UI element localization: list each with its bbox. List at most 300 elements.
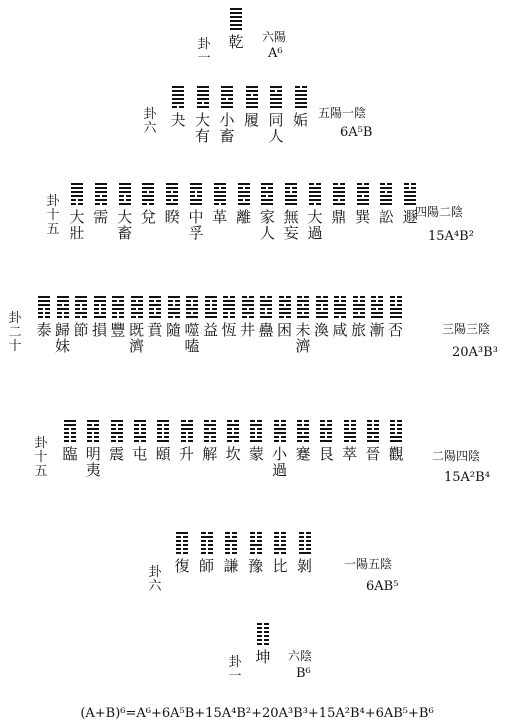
yin-line — [299, 540, 311, 542]
yin-line — [131, 300, 143, 302]
yin-line — [270, 90, 282, 92]
yang-line — [71, 183, 83, 185]
term-formula: 6A⁵B — [340, 125, 373, 140]
hexagram-name-char: 益 — [202, 321, 218, 339]
hexagram-name — [236, 209, 252, 225]
yin-line — [257, 631, 269, 633]
yin-line — [75, 304, 87, 306]
count-char: 十 — [46, 208, 60, 223]
hexagram-name-char: 訟 — [378, 208, 394, 226]
hexagram-name — [170, 112, 186, 128]
hexagram-icon — [390, 420, 402, 444]
yin-line — [201, 548, 213, 550]
yang-line — [166, 203, 178, 205]
yang-line — [186, 308, 198, 310]
hexagram-name-char: 濟 — [295, 337, 311, 355]
yang-line — [71, 191, 83, 193]
yin-line — [87, 440, 99, 442]
hexagram-icon — [380, 183, 392, 207]
hexagram-name — [147, 322, 163, 338]
hexagram-icon — [168, 296, 180, 320]
hexagram-name — [283, 209, 299, 241]
yang-line — [190, 187, 202, 189]
yang-line — [95, 191, 107, 193]
hexagram-icon — [320, 420, 332, 444]
yin-line — [390, 428, 402, 430]
yin-line — [181, 440, 193, 442]
count-char: 一 — [228, 669, 242, 684]
yin-line — [404, 187, 416, 189]
yin-line — [225, 532, 237, 534]
hexagram-name-char: 兌 — [140, 208, 156, 226]
yang-line — [285, 199, 297, 201]
yin-line — [238, 199, 250, 201]
yang-line — [223, 300, 235, 302]
yin-line — [279, 316, 291, 318]
hexagram-name-char: 孚 — [188, 224, 204, 242]
yin-line — [353, 296, 365, 298]
hexagram-icon — [371, 296, 383, 320]
hexagram-icon — [131, 296, 143, 320]
hexagram-name — [69, 209, 85, 241]
yang-line — [297, 316, 309, 318]
hexagram-icon — [214, 183, 226, 207]
yang-line — [142, 199, 154, 201]
yang-line — [380, 187, 392, 189]
hexagram-name — [129, 322, 145, 354]
yin-line — [274, 540, 286, 542]
yang-line — [190, 183, 202, 185]
hexagram-name — [174, 558, 190, 574]
yin-line — [168, 300, 180, 302]
hexagram-icon — [71, 183, 83, 207]
yang-line — [390, 440, 402, 442]
yin-line — [131, 308, 143, 310]
yin-line — [201, 540, 213, 542]
hexagram-name — [277, 322, 293, 338]
yang-line — [279, 308, 291, 310]
yang-line — [353, 316, 365, 318]
yang-line — [149, 296, 161, 298]
yang-line — [221, 86, 233, 88]
yin-line — [225, 544, 237, 546]
yang-line — [111, 432, 123, 434]
yang-line — [274, 428, 286, 430]
hexagram-name-char: 家 — [259, 208, 275, 226]
yang-line — [176, 532, 188, 534]
yin-line — [353, 312, 365, 314]
yang-line — [309, 195, 321, 197]
hexagram-name-char: 旅 — [350, 321, 366, 339]
yang-line — [274, 548, 286, 550]
yang-line — [371, 312, 383, 314]
yang-line — [333, 191, 345, 193]
hexagram-name — [355, 209, 371, 225]
hexagram-icon — [404, 183, 416, 207]
hexagram-icon — [223, 296, 235, 320]
yang-line — [168, 308, 180, 310]
yin-line — [285, 187, 297, 189]
yin-line — [204, 420, 216, 422]
yin-line — [380, 191, 392, 193]
hexagram-icon — [225, 532, 237, 556]
hexagram-icon — [149, 296, 161, 320]
hexagram-name — [164, 209, 180, 225]
yin-line — [225, 536, 237, 538]
hexagram-name — [272, 558, 288, 574]
yin-line — [250, 552, 262, 554]
hexagram-name-char: 需 — [93, 208, 109, 226]
yin-line — [297, 432, 309, 434]
hexagram-name-char: 革 — [212, 208, 228, 226]
hexagram-name-char: 過 — [272, 461, 288, 479]
hexagram-name-char: 蒙 — [248, 445, 264, 463]
hexagram-name-char: 晉 — [365, 445, 381, 463]
yin-line — [57, 312, 69, 314]
yin-line — [134, 428, 146, 430]
yang-line — [221, 106, 233, 108]
hexagram-icon — [250, 420, 262, 444]
yang-line — [260, 316, 272, 318]
yin-line — [75, 316, 87, 318]
yin-line — [334, 296, 346, 298]
yang-line — [380, 203, 392, 205]
yin-line — [87, 432, 99, 434]
hexagram-name-char: 隨 — [165, 321, 181, 339]
hexagram-name — [203, 322, 219, 338]
count-char: 卦 — [228, 655, 242, 670]
yang-line — [261, 183, 273, 185]
yin-line — [297, 312, 309, 314]
yang-line — [95, 187, 107, 189]
hexagram-name — [332, 322, 348, 338]
hexagram-name-char: 比 — [272, 557, 288, 575]
yin-line — [274, 536, 286, 538]
yang-line — [334, 308, 346, 310]
yin-line — [257, 639, 269, 641]
hexagram-name-char: 睽 — [164, 208, 180, 226]
yang-line — [38, 300, 50, 302]
yin-line — [320, 432, 332, 434]
hexagram-name-char: 剝 — [296, 557, 312, 575]
hexagram-name — [85, 446, 101, 478]
yin-line — [227, 428, 239, 430]
yang-line — [261, 203, 273, 205]
hexagram-name-char: 畜 — [117, 224, 133, 242]
yang-line — [333, 203, 345, 205]
hexagram-icon — [166, 183, 178, 207]
yang-line — [168, 312, 180, 314]
yang-line — [94, 316, 106, 318]
yin-line — [225, 548, 237, 550]
yin-line — [344, 420, 356, 422]
yang-line — [270, 98, 282, 100]
hexagram-icon — [227, 420, 239, 444]
hexagram-name — [293, 112, 309, 128]
yang-line — [181, 428, 193, 430]
yin-line — [274, 544, 286, 546]
yang-line — [172, 102, 184, 104]
yin-line — [274, 420, 286, 422]
yin-line — [390, 300, 402, 302]
hexagram-icon — [270, 86, 282, 110]
hexagram-icon — [309, 183, 321, 207]
yang-line — [390, 316, 402, 318]
hexagram-name — [268, 112, 284, 144]
count-char: 一 — [197, 51, 211, 66]
yang-line — [205, 312, 217, 314]
hexagram-name-char: 離 — [236, 208, 252, 226]
hexagram-name — [132, 446, 148, 462]
yin-line — [250, 436, 262, 438]
hexagram-name — [188, 209, 204, 241]
hexagram-icon — [38, 296, 50, 320]
yin-line — [131, 316, 143, 318]
yang-line — [64, 420, 76, 422]
yang-line — [119, 191, 131, 193]
yin-line — [157, 424, 169, 426]
yang-line — [227, 436, 239, 438]
yin-line — [134, 432, 146, 434]
count-char: 五 — [34, 464, 48, 479]
yang-line — [57, 308, 69, 310]
yang-line — [285, 195, 297, 197]
yang-line — [285, 203, 297, 205]
yin-line — [186, 304, 198, 306]
yang-line — [261, 191, 273, 193]
yin-line — [260, 312, 272, 314]
yin-line — [186, 312, 198, 314]
yin-line — [204, 436, 216, 438]
hexagram-icon — [299, 532, 311, 556]
yin-line — [142, 203, 154, 205]
yin-line — [309, 203, 321, 205]
yin-line — [279, 296, 291, 298]
yang-line — [367, 440, 379, 442]
yin-line — [157, 428, 169, 430]
yang-line — [309, 199, 321, 201]
yin-line — [227, 432, 239, 434]
yang-line — [131, 296, 143, 298]
yang-line — [371, 304, 383, 306]
yang-line — [295, 98, 307, 100]
hexagram-icon — [190, 183, 202, 207]
hexagram-name-char: 頤 — [155, 445, 171, 463]
yang-line — [197, 98, 209, 100]
yang-line — [334, 304, 346, 306]
yin-line — [257, 627, 269, 629]
yin-line — [333, 183, 345, 185]
yin-line — [250, 540, 262, 542]
yang-line — [260, 300, 272, 302]
yin-line — [190, 195, 202, 197]
yang-line — [238, 191, 250, 193]
yin-line — [367, 420, 379, 422]
hexagram-icon — [95, 183, 107, 207]
yin-line — [309, 183, 321, 185]
hexagram-icon — [260, 296, 272, 320]
yang-line — [166, 195, 178, 197]
count-char: 卦 — [148, 565, 162, 580]
hexagram-icon — [157, 420, 169, 444]
yin-line — [250, 532, 262, 534]
yang-line — [309, 191, 321, 193]
hexagram-icon — [285, 183, 297, 207]
yang-line — [295, 106, 307, 108]
yang-line — [320, 440, 332, 442]
yin-line — [149, 312, 161, 314]
count-char: 卦 — [34, 436, 48, 451]
yang-line — [181, 424, 193, 426]
yang-line — [246, 90, 258, 92]
hexagram-name — [109, 446, 125, 462]
yin-line — [111, 440, 123, 442]
yang-line — [390, 436, 402, 438]
hexagram-name-char: 坎 — [225, 445, 241, 463]
yang-line — [380, 199, 392, 201]
yin-line — [320, 420, 332, 422]
hexagram-name-char: 坤 — [255, 648, 271, 666]
hexagram-name — [36, 322, 52, 338]
yang-line — [186, 316, 198, 318]
yin-line — [214, 203, 226, 205]
yin-line — [367, 436, 379, 438]
yang-line — [260, 304, 272, 306]
hexagram-icon — [334, 296, 346, 320]
yin-line — [334, 316, 346, 318]
yin-line — [149, 300, 161, 302]
hexagram-name-char: 損 — [91, 321, 107, 339]
yang-line — [404, 195, 416, 197]
yang-line — [344, 436, 356, 438]
yang-line — [57, 296, 69, 298]
yin-line — [205, 300, 217, 302]
hexagram-icon — [87, 420, 99, 444]
yang-line — [223, 304, 235, 306]
hexagram-name-char: 壯 — [69, 224, 85, 242]
hexagram-icon — [333, 183, 345, 207]
hexagram-icon — [112, 296, 124, 320]
hexagram-name-char: 泰 — [36, 321, 52, 339]
yin-line — [172, 106, 184, 108]
yang-line — [190, 199, 202, 201]
yang-line — [371, 316, 383, 318]
hexagram-name — [195, 112, 211, 144]
yin-line — [353, 300, 365, 302]
hexagram-icon — [176, 532, 188, 556]
yang-line — [270, 106, 282, 108]
yang-line — [172, 86, 184, 88]
yin-line — [204, 440, 216, 442]
hexagram-name — [258, 322, 274, 338]
yang-line — [112, 308, 124, 310]
yang-line — [149, 304, 161, 306]
hexagram-name — [62, 446, 78, 462]
yin-line — [149, 308, 161, 310]
hexagram-name-char: 咸 — [332, 321, 348, 339]
hexagram-name — [388, 446, 404, 462]
yin-line — [390, 424, 402, 426]
hexagram-name-char: 畜 — [219, 127, 235, 145]
hexagram-icon — [261, 183, 273, 207]
count-char: 卦 — [197, 37, 211, 52]
yang-line — [357, 199, 369, 201]
yang-line — [316, 300, 328, 302]
yin-line — [274, 436, 286, 438]
yin-line — [87, 436, 99, 438]
yin-line — [334, 300, 346, 302]
hexagram-name-char: 小 — [219, 111, 235, 129]
hexagram-name — [259, 209, 275, 241]
hexagram-icon — [353, 296, 365, 320]
yang-line — [95, 183, 107, 185]
yin-line — [390, 432, 402, 434]
yin-yang-label: 四陽二陰 — [415, 205, 464, 219]
yin-line — [367, 428, 379, 430]
yin-line — [204, 428, 216, 430]
hexagram-name-char: 鼎 — [331, 208, 347, 226]
yang-line — [246, 102, 258, 104]
hexagram-icon — [75, 296, 87, 320]
hexagram-name-char: 歸 — [54, 321, 70, 339]
yang-line — [38, 304, 50, 306]
hexagram-icon — [367, 420, 379, 444]
yin-line — [260, 308, 272, 310]
term-formula: 15A⁴B² — [428, 229, 474, 244]
yin-line — [299, 548, 311, 550]
yin-line — [274, 424, 286, 426]
hexagram-name — [342, 446, 358, 462]
hexagram-name-char: 困 — [276, 321, 292, 339]
yin-line — [157, 432, 169, 434]
yang-line — [186, 296, 198, 298]
yang-line — [38, 296, 50, 298]
yang-line — [142, 195, 154, 197]
hexagram-name — [117, 209, 133, 241]
yin-line — [250, 432, 262, 434]
hexagram-name-char: 過 — [307, 224, 323, 242]
yang-line — [274, 432, 286, 434]
hexagram-name — [369, 322, 385, 338]
hexagram-name-char: 蹇 — [295, 445, 311, 463]
yang-line — [87, 428, 99, 430]
hexagram-count — [46, 195, 60, 237]
hexagram-name-char: 解 — [202, 445, 218, 463]
hexagram-name — [184, 322, 200, 354]
hexagram-name — [365, 446, 381, 462]
yin-line — [344, 424, 356, 426]
hexagram-icon — [246, 86, 258, 110]
hexagram-name — [318, 446, 334, 462]
yang-line — [204, 432, 216, 434]
yang-line — [190, 203, 202, 205]
count-char: 六 — [148, 579, 162, 594]
yin-line — [297, 440, 309, 442]
hexagram-name — [244, 112, 260, 128]
hexagram-icon — [242, 296, 254, 320]
yang-line — [367, 432, 379, 434]
yin-line — [95, 195, 107, 197]
yang-line — [225, 540, 237, 542]
yang-line — [250, 544, 262, 546]
yin-line — [112, 300, 124, 302]
yin-line — [201, 552, 213, 554]
hexagram-name-char: 升 — [178, 445, 194, 463]
yin-line — [371, 300, 383, 302]
yin-line — [371, 308, 383, 310]
yang-line — [112, 296, 124, 298]
yang-line — [238, 183, 250, 185]
